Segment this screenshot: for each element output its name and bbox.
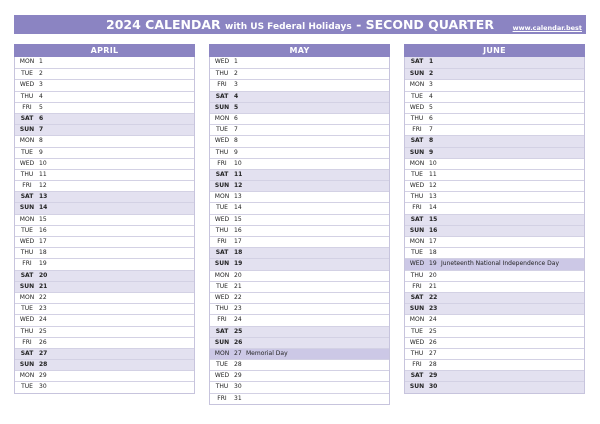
day-number: 21 [39,282,48,290]
day-of-week: TUE [21,305,33,313]
day-number: 11 [39,170,47,178]
day-row [405,337,584,348]
day-row [210,281,389,292]
day-of-week: TUE [21,226,33,234]
day-of-week: FRI [412,282,422,290]
day-of-week: SAT [215,92,229,100]
day-number: 28 [429,361,437,369]
day-number: 8 [234,137,238,145]
day-of-week: WED [19,159,35,167]
day-number: 27 [429,349,437,357]
day-of-week: FRI [217,394,227,402]
day-row [405,147,584,158]
day-row [15,158,194,169]
day-row [210,247,389,258]
day-of-week: SAT [215,249,229,257]
day-row [15,180,194,191]
day-of-week: SAT [410,293,424,301]
day-row [15,113,194,124]
day-row [210,348,389,359]
day-of-week: TUE [21,383,33,391]
day-row [210,314,389,325]
day-number: 19 [429,260,437,268]
day-row [405,303,584,314]
day-row [210,393,389,404]
day-of-week: MON [19,58,35,65]
day-number: 23 [429,305,438,313]
day-row [405,135,584,146]
day-number: 4 [234,92,239,100]
day-row [405,270,584,281]
day-of-week: SUN [409,70,425,78]
day-number: 24 [234,316,242,324]
day-of-week: MON [19,372,35,380]
day-row [405,258,584,269]
day-row [15,147,194,158]
day-of-week: FRI [217,81,227,89]
day-number: 12 [429,182,437,190]
day-number: 21 [429,282,437,290]
day-number: 16 [429,226,438,234]
day-number: 15 [429,215,438,223]
day-number: 1 [39,58,43,65]
day-of-week: MON [19,293,35,301]
day-number: 9 [234,148,238,156]
day-of-week: WED [214,58,230,65]
day-of-week: WED [19,81,35,89]
day-number: 22 [429,293,438,301]
day-of-week: THU [20,327,34,335]
day-row [15,202,194,213]
page-title [14,15,586,34]
day-of-week: TUE [216,126,228,134]
day-number: 1 [234,58,238,65]
day-number: 20 [234,271,242,279]
day-row [405,169,584,180]
day-number: 28 [39,361,48,369]
day-of-week: THU [215,148,229,156]
day-number: 6 [39,114,44,122]
day-of-week: SUN [19,361,35,369]
day-row [405,225,584,236]
day-row [210,147,389,158]
month-may [209,44,390,405]
day-of-week: SAT [20,271,34,279]
day-row [15,79,194,90]
day-of-week: SUN [409,305,425,313]
day-row [15,258,194,269]
day-of-week: SUN [19,282,35,290]
day-of-week: TUE [216,282,228,290]
day-number: 3 [234,81,238,89]
day-number: 24 [39,316,47,324]
day-number: 20 [39,271,48,279]
day-row [15,135,194,146]
day-of-week: THU [410,349,424,357]
day-row [405,348,584,359]
day-of-week: MON [409,81,425,89]
day-row [15,102,194,113]
day-row [15,247,194,258]
day-row [405,180,584,191]
day-number: 27 [39,349,48,357]
day-of-week: THU [215,305,229,313]
day-of-week: SAT [410,372,424,380]
day-row [210,135,389,146]
day-number: 22 [39,293,47,301]
day-number: 7 [429,126,433,134]
day-row [405,113,584,124]
day-number: 12 [39,182,47,190]
day-of-week: THU [20,92,34,100]
day-number: 13 [429,193,437,201]
day-of-week: SAT [410,215,424,223]
day-of-week: MON [214,193,230,201]
day-of-week: TUE [411,170,423,178]
day-number: 13 [234,193,242,201]
day-row [15,326,194,337]
day-of-week: WED [19,238,35,245]
day-row [405,326,584,337]
day-number: 25 [234,327,243,335]
day-number: 26 [39,338,47,346]
day-row [405,381,584,392]
day-row [210,113,389,124]
day-row [405,292,584,303]
day-number: 22 [234,293,242,301]
day-of-week: TUE [21,148,33,156]
day-row [210,79,389,90]
day-number: 8 [39,137,43,145]
day-number: 30 [429,383,438,391]
day-number: 29 [429,372,438,380]
day-row [15,270,194,281]
day-number: 4 [429,92,433,100]
day-of-week: MON [214,271,230,279]
day-of-week: SAT [410,137,424,145]
day-of-week: THU [410,193,424,201]
day-of-week: FRI [412,126,422,134]
day-of-week: WED [409,338,425,346]
day-row [210,381,389,392]
day-of-week: SUN [409,383,425,391]
day-of-week: THU [20,170,34,178]
day-number: 17 [429,238,437,245]
day-of-week: SUN [214,182,230,190]
month-header: APRIL [14,44,195,57]
day-row [15,348,194,359]
day-number: 13 [39,193,48,201]
day-of-week: FRI [412,361,422,369]
calendar-header [14,15,586,34]
day-of-week: FRI [412,204,422,212]
day-of-week: SUN [19,204,35,212]
day-number: 15 [39,215,47,223]
month-june [404,44,585,394]
day-of-week: TUE [411,327,423,335]
day-of-week: SUN [214,103,230,111]
day-number: 24 [429,316,437,324]
day-number: 3 [429,81,433,89]
day-number: 10 [234,159,242,167]
day-of-week: WED [214,293,230,301]
day-row [210,225,389,236]
day-number: 18 [234,249,243,257]
site-link[interactable]: www.calendar.best [512,24,582,32]
day-number: 7 [39,126,44,134]
day-row [210,303,389,314]
day-of-week: SAT [215,170,229,178]
day-of-week: MON [19,215,35,223]
day-of-week: MON [409,238,425,245]
day-row [15,91,194,102]
day-row [405,191,584,202]
day-of-week: TUE [411,92,423,100]
day-row [15,370,194,381]
day-number: 23 [39,305,47,313]
day-row [405,359,584,370]
day-row [15,292,194,303]
day-row [405,124,584,135]
day-row [210,169,389,180]
day-number: 17 [234,238,242,245]
day-of-week: WED [19,316,35,324]
day-row [405,68,584,79]
day-of-week: FRI [217,316,227,324]
day-of-week: SUN [409,226,425,234]
day-of-week: WED [214,137,230,145]
day-row [15,381,194,392]
day-number: 6 [429,114,433,122]
day-number: 16 [234,226,242,234]
day-of-week: MON [214,114,230,122]
day-number: 29 [234,372,242,380]
day-number: 19 [234,260,243,268]
day-of-week: WED [214,372,230,380]
day-number: 5 [234,103,239,111]
day-row [210,326,389,337]
day-of-week: SAT [20,349,34,357]
day-number: 8 [429,137,434,145]
day-number: 23 [234,305,242,313]
day-number: 19 [39,260,47,268]
day-number: 9 [429,148,434,156]
day-of-week: FRI [217,238,227,245]
day-row [210,57,389,68]
day-number: 16 [39,226,47,234]
day-of-week: MON [19,137,35,145]
day-row [405,79,584,90]
holiday-name: Memorial Day [246,349,288,357]
day-of-week: THU [20,249,34,257]
day-row [210,370,389,381]
day-number: 21 [234,282,242,290]
day-row [405,281,584,292]
day-of-week: MON [214,349,230,357]
day-of-week: FRI [22,182,32,190]
day-number: 11 [429,170,437,178]
day-number: 31 [234,394,242,402]
day-number: 5 [429,103,433,111]
day-number: 3 [39,81,43,89]
day-of-week: FRI [22,260,32,268]
day-number: 2 [39,70,43,78]
day-of-week: FRI [217,159,227,167]
day-row [210,359,389,370]
day-number: 12 [234,182,243,190]
day-number: 18 [429,249,437,257]
day-row [405,314,584,325]
day-row [210,236,389,247]
day-row [15,314,194,325]
day-number: 14 [39,204,48,212]
day-of-week: SAT [410,58,424,65]
day-number: 11 [234,170,243,178]
day-row [405,102,584,113]
day-row [15,337,194,348]
day-row [15,191,194,202]
day-number: 14 [429,204,437,212]
day-of-week: TUE [411,249,423,257]
day-number: 25 [39,327,47,335]
day-row [405,236,584,247]
day-row [210,270,389,281]
day-number: 10 [39,159,47,167]
day-row [210,258,389,269]
day-row [210,337,389,348]
day-row [15,57,194,68]
day-of-week: MON [409,159,425,167]
day-of-week: SUN [214,260,230,268]
month-header: JUNE [404,44,585,57]
day-number: 6 [234,114,238,122]
day-row [405,370,584,381]
day-of-week: THU [410,271,424,279]
day-number: 26 [234,338,243,346]
day-of-week: FRI [22,338,32,346]
day-row [210,214,389,225]
day-of-week: TUE [216,204,228,212]
day-number: 28 [234,361,242,369]
day-row [15,359,194,370]
day-row [405,158,584,169]
day-of-week: SAT [20,114,34,122]
day-row [210,191,389,202]
day-row [15,225,194,236]
day-number: 10 [429,159,437,167]
day-number: 25 [429,327,437,335]
day-number: 29 [39,372,47,380]
day-row [405,247,584,258]
title-quarter: SECOND QUARTER [365,17,494,32]
day-number: 20 [429,271,437,279]
day-number: 7 [234,126,238,134]
day-number: 14 [234,204,242,212]
day-row [210,180,389,191]
day-number: 4 [39,92,43,100]
day-number: 1 [429,58,434,65]
day-row [210,124,389,135]
day-row [15,236,194,247]
day-row [210,91,389,102]
day-row [405,91,584,102]
day-of-week: WED [409,260,425,268]
title-separator: - [356,17,362,32]
day-of-week: MON [409,316,425,324]
day-of-week: SUN [214,338,230,346]
month-header: MAY [209,44,390,57]
title-sub: with US Federal Holidays [225,22,352,32]
day-of-week: THU [215,226,229,234]
day-number: 30 [39,383,47,391]
day-row [15,68,194,79]
holiday-name: Juneteenth National Independence Day [441,260,559,268]
day-row [15,169,194,180]
day-of-week: WED [409,182,425,190]
day-of-week: TUE [216,361,228,369]
day-of-week: FRI [22,103,32,111]
day-row [405,57,584,68]
day-row [15,281,194,292]
day-of-week: SUN [19,126,35,134]
day-row [15,124,194,135]
day-of-week: TUE [21,70,33,78]
title-main: 2024 CALENDAR [106,17,221,32]
day-number: 5 [39,103,43,111]
day-of-week: SAT [20,193,34,201]
day-row [405,214,584,225]
day-of-week: THU [215,70,229,78]
day-number: 18 [39,249,47,257]
day-row [15,214,194,225]
day-of-week: WED [409,103,425,111]
day-of-week: SUN [409,148,425,156]
day-of-week: WED [214,215,230,223]
day-of-week: SAT [215,327,229,335]
day-row [210,158,389,169]
day-number: 26 [429,338,437,346]
month-april [14,44,195,394]
day-row [210,202,389,213]
day-number: 30 [234,383,242,391]
day-of-week: THU [215,383,229,391]
day-number: 9 [39,148,43,156]
day-row [210,102,389,113]
day-number: 17 [39,238,47,245]
day-row [210,292,389,303]
day-number: 27 [234,349,242,357]
day-number: 2 [429,70,434,78]
day-row [210,68,389,79]
day-number: 15 [234,215,242,223]
day-row [15,303,194,314]
day-of-week: THU [410,114,424,122]
day-row [405,202,584,213]
day-number: 2 [234,70,238,78]
